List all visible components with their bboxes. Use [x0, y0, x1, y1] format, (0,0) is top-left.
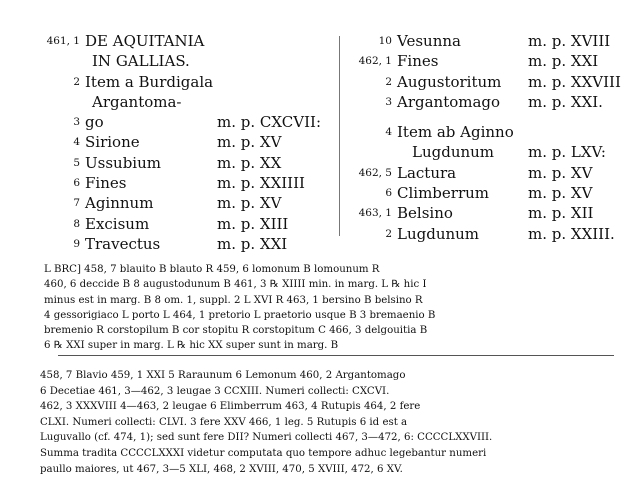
- place-name: Augustoritum: [397, 72, 502, 91]
- line-number: 7: [73, 197, 80, 210]
- place-name: Climberrum: [397, 184, 489, 203]
- itinerary-row: [30, 193, 330, 213]
- line-number: 3: [73, 116, 80, 129]
- itinerary-row: [350, 51, 620, 71]
- distance: m. p. LXV:: [528, 143, 606, 162]
- place-name: Lugdunum: [412, 143, 495, 162]
- line-number: 462, 5: [358, 166, 392, 179]
- place-name: Sirione: [85, 133, 140, 152]
- place-name: Argantoma-: [92, 92, 182, 111]
- line-number: 4: [73, 136, 80, 149]
- place-name: Belsino: [397, 204, 453, 223]
- left-itinerary-column: [30, 31, 330, 254]
- distance: m. p. XXI.: [528, 92, 603, 111]
- apparatus-line: 460, 6 deccide B 8 augustodunum B 461, 3 ℞ XIIII min. in marg. L ℞ hic I: [44, 279, 427, 291]
- column-divider: [339, 36, 340, 236]
- itinerary-row: [30, 214, 330, 234]
- critical-apparatus: [44, 262, 616, 354]
- place-name: Vesunna: [397, 32, 461, 50]
- place-name: Fines: [85, 174, 127, 193]
- place-name: IN GALLIAS.: [92, 52, 190, 71]
- line-number: 2: [385, 227, 392, 240]
- apparatus-line: 462, 3 XXXVIII 4—463, 2 leugae 6 Elimberrum 463, 4 Rutupis 464, 2 fere: [40, 401, 421, 413]
- line-number: 6: [73, 177, 80, 190]
- place-name: DE AQUITANIA: [85, 32, 205, 50]
- itinerary-row: [350, 224, 620, 244]
- itinerary-row: [30, 92, 330, 112]
- itinerary-row: [350, 92, 620, 112]
- distance: m. p. XX: [217, 153, 282, 172]
- distance: m. p. XXVIII: [528, 72, 621, 91]
- itinerary-row: [350, 183, 620, 203]
- right-column-gap: [350, 112, 620, 122]
- distance: m. p. XII: [528, 204, 594, 223]
- line-number: 8: [73, 217, 80, 230]
- itinerary-row: [350, 163, 620, 183]
- apparatus-divider: [58, 355, 614, 356]
- distance: m. p. XIII: [217, 214, 289, 233]
- right-itinerary-column: [350, 31, 620, 244]
- distance: m. p. XV: [217, 194, 282, 213]
- itinerary-row: [30, 31, 330, 51]
- itinerary-row: [30, 112, 330, 132]
- apparatus-line: 458, 7 Blavio 459, 1 XXI 5 Raraunum 6 Lemonum 460, 2 Argantomago: [40, 370, 406, 381]
- line-number: 3: [385, 95, 392, 108]
- place-name: go: [85, 113, 104, 132]
- distance: m. p. XXIII.: [528, 224, 615, 243]
- itinerary-row: [350, 122, 620, 142]
- itinerary-row: [350, 203, 620, 223]
- apparatus-line: bremenio R corstopilum B cor stopitu R corstopitum C 466, 3 delgouitia B: [44, 325, 428, 337]
- distance: m. p. XXIIII: [217, 174, 305, 193]
- place-name: Aginnum: [85, 194, 154, 213]
- place-name: Lactura: [397, 163, 457, 182]
- apparatus-line: Luguvallo (cf. 474, 1); sed sunt fere DII? Numeri collecti 467, 3—472, 6: CCCCLXXVIII.: [40, 432, 493, 444]
- line-number: 462, 1: [358, 55, 392, 68]
- itinerary-row: [350, 142, 620, 162]
- distance: m. p. XV: [217, 133, 282, 152]
- place-name: Fines: [397, 52, 439, 71]
- apparatus-line: paullo maiores, ut 467, 3—5 XLI, 468, 2 XVIII, 470, 5 XVIII, 472, 6 XV.: [40, 463, 403, 475]
- apparatus-line: 4 gessorigiaco L porto L 464, 1 pretorio L praetorio usque B 3 bremaenio B: [44, 309, 436, 321]
- itinerary-row: [30, 132, 330, 152]
- place-name: Travectus: [85, 234, 161, 253]
- distance: m. p. XXI: [217, 234, 288, 253]
- distance: m. p. XVIII: [528, 32, 611, 50]
- editorial-notes: [40, 368, 618, 477]
- right-column-top-block: [350, 31, 620, 112]
- distance: m. p. CXCVII:: [217, 113, 322, 132]
- itinerary-row: [350, 31, 620, 51]
- line-number: 2: [385, 75, 392, 88]
- place-name: Lugdunum: [397, 224, 480, 243]
- place-name: Item a Burdigala: [85, 72, 214, 91]
- itinerary-row: [350, 72, 620, 92]
- distance: m. p. XV: [528, 163, 593, 182]
- distance: m. p. XXI: [528, 52, 599, 71]
- distance: m. p. XV: [528, 184, 593, 203]
- apparatus-line: CLXI. Numeri collecti: CLVI. 3 fere XXV 466, 1 leg. 5 Rutupis 6 id est a: [40, 416, 408, 428]
- itinerary-row: [30, 234, 330, 254]
- itinerary-row: [30, 72, 330, 92]
- apparatus-line: 6 ℞ XXI super in marg. L ℞ hic XX super sunt in marg. B: [44, 340, 339, 352]
- apparatus-line: L BRC] 458, 7 blauito B blauto R 459, 6 lomonum B lomounum R: [44, 264, 380, 275]
- right-column-bottom-block: [350, 122, 620, 244]
- itinerary-row: [30, 153, 330, 173]
- place-name: Argantomago: [397, 92, 501, 111]
- line-number: 6: [385, 187, 392, 200]
- line-number: 2: [73, 75, 80, 88]
- place-name: Item ab Aginno: [397, 123, 514, 142]
- apparatus-line: Summa tradita CCCCLXXXI videtur computata quo tempore adhuc legebantur numeri: [40, 447, 487, 459]
- line-number: 461, 1: [46, 35, 80, 47]
- place-name: Ussubium: [85, 153, 161, 172]
- place-name: Excisum: [85, 214, 150, 233]
- itinerary-row: [30, 173, 330, 193]
- line-number: 5: [73, 156, 80, 169]
- line-number: 9: [73, 237, 80, 250]
- line-number: 4: [385, 126, 392, 139]
- itinerary-row: [30, 51, 330, 71]
- apparatus-line: minus est in marg. B 8 om. 1, suppl. 2 L XVI R 463, 1 bersino B belsino R: [44, 294, 423, 306]
- apparatus-line: 6 Decetiae 461, 3—462, 3 leugae 3 CCXIII. Numeri collecti: CXCVI.: [40, 385, 390, 397]
- line-number: 10: [378, 35, 392, 47]
- line-number: 463, 1: [358, 207, 392, 220]
